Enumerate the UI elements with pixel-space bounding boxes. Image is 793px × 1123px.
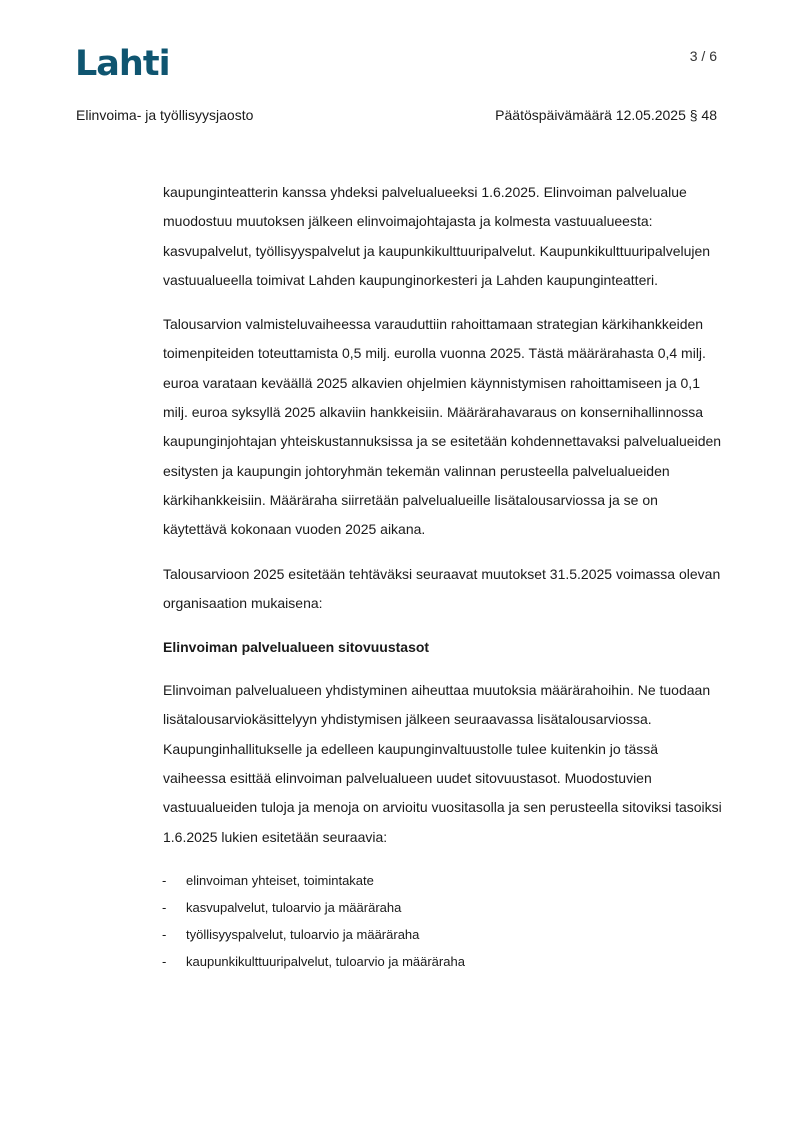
- list-item: [162, 948, 723, 975]
- bullet-marker: -: [162, 872, 167, 888]
- page-number: 3 / 6: [689, 48, 717, 64]
- paragraph: Talousarvion valmisteluvaiheessa varauduttiin rahoittamaan strategian kärkihankkeiden toimenpiteiden toteuttamista 0,5 milj. eurolla vuonna 2025. Tästä määrärahasta 0,4 milj. euroa varataan keväällä 2025 alkavien ohjelmien käynnistymisen rahoittamiseen ja 0,1 milj. euroa syksyllä 2025 alkaviin hankkeisiin. Määrärahavaraus on konsernihallinnossa kaupunginjohtajan yhteiskustannuksissa ja se esitetään kohdennettavaksi palvelualueiden esitysten ja kaupungin johtoryhmän tekemän valinnan perusteella palvelualueiden kärkihankkeisiin. Määräraha siirretään palvelualueille lisätalousarviossa ja se on käytettävä kokonaan vuoden 2025 aikana.: [163, 316, 722, 538]
- list-item-text: työllisyyspalvelut, tuloarvio ja määräraha: [186, 926, 420, 942]
- list-item: [162, 894, 723, 921]
- paragraph: Elinvoiman palvelualueen yhdistyminen aiheuttaa muutoksia määrärahoihin. Ne tuodaan lisätalousarviokäsittelyyn yhdistymisen jälkeen seuraavassa lisätalousarviossa. Kaupunginhallitukselle ja edelleen kaupunginvaltuustolle tulee kuitenkin jo tässä vaiheessa esittää elinvoiman palvelualueen uudet sitovuustasot. Muodostuvien vastuualueiden tuloja ja menoja on arvioitu vuositasolla ja sen perusteella sitoviksi tasoiksi 1.6.2025 lukien esitetään seuraavia:: [163, 682, 722, 845]
- section-heading: Elinvoiman palvelualueen sitovuustasot: [163, 639, 430, 656]
- list-item-text: kaupunkikulttuuripalvelut, tuloarvio ja määräraha: [186, 953, 465, 969]
- list-item-text: kasvupalvelut, tuloarvio ja määräraha: [186, 899, 402, 915]
- list-item: [162, 921, 723, 948]
- bullet-list: [163, 867, 723, 975]
- document-body: [163, 178, 723, 975]
- decision-date: Päätöspäivämäärä 12.05.2025 § 48: [495, 107, 717, 123]
- paragraph: Talousarvioon 2025 esitetään tehtäväksi seuraavat muutokset 31.5.2025 voimassa olevan organisaation mukaisena:: [163, 565, 721, 611]
- lahti-logo: Lahti: [75, 44, 170, 84]
- list-item: [162, 867, 723, 894]
- committee-name: Elinvoima- ja työllisyysjaosto: [76, 107, 254, 123]
- bullet-marker: -: [162, 899, 167, 915]
- bullet-marker: -: [162, 926, 167, 942]
- paragraph: kaupunginteatterin kanssa yhdeksi palvelualueeksi 1.6.2025. Elinvoiman palvelualue muodostuu muutoksen jälkeen elinvoimajohtajasta ja kolmesta vastuualueesta: kasvupalvelut, työllisyyspalvelut ja kaupunkikulttuuripalvelut. Kaupunkikulttuuripalvelujen vastuualueella toimivat Lahden kaupunginorkesteri ja Lahden kaupunginteatteri.: [163, 184, 711, 288]
- list-item-text: elinvoiman yhteiset, toimintakate: [186, 872, 374, 888]
- bullet-marker: -: [162, 953, 167, 969]
